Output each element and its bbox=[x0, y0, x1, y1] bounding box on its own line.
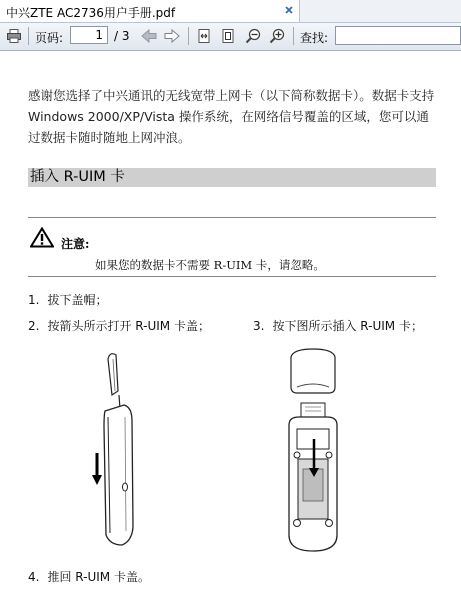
step-text: 按下图所示插入 R-UIM 卡； bbox=[272, 319, 423, 333]
section-heading: 插入 R-UIM 卡 bbox=[30, 169, 125, 185]
modem-open-cover-illustration bbox=[92, 347, 148, 553]
toolbar-separator bbox=[293, 27, 294, 45]
search-label: 查找: bbox=[300, 31, 329, 45]
step-text: 按箭头所示打开 R-UIM 卡盖； bbox=[47, 319, 210, 333]
note-bottom-rule bbox=[28, 276, 436, 277]
modem-insert-card-illustration bbox=[283, 347, 353, 553]
intro-paragraph: 感谢您选择了中兴通讯的无线宽带上网卡（以下简称数据卡）。数据卡支持 Windows 2000/XP/Vista 操作系统，在网络信号覆盖的区域，您可以通过数据卡随时随地上网冲浪。 bbox=[28, 88, 435, 145]
step-3 bbox=[253, 317, 423, 334]
page-label: 页码: bbox=[35, 31, 64, 45]
step-text: 推回 R-UIM 卡盖。 bbox=[47, 570, 150, 584]
page-total: / 3 bbox=[114, 29, 130, 43]
fit-page-icon[interactable] bbox=[220, 28, 236, 44]
step-number: 1. bbox=[28, 293, 40, 307]
zoom-in-icon[interactable] bbox=[269, 28, 285, 44]
section-heading-bar bbox=[28, 168, 436, 187]
note-text: 如果您的数据卡不需要 R-UIM 卡，请忽略。 bbox=[95, 258, 325, 272]
document-page bbox=[0, 51, 461, 600]
tab-title: 中兴ZTE AC2736用户手册.pdf bbox=[6, 6, 176, 20]
step-text: 拔下盖帽； bbox=[47, 293, 108, 307]
step-1 bbox=[28, 291, 107, 308]
toolbar-separator bbox=[28, 27, 29, 45]
print-icon[interactable] bbox=[6, 28, 22, 44]
zoom-out-icon[interactable] bbox=[245, 28, 261, 44]
step-number: 4. bbox=[28, 570, 40, 584]
close-icon[interactable] bbox=[283, 4, 295, 16]
step-4 bbox=[28, 568, 150, 585]
next-page-icon[interactable] bbox=[164, 28, 180, 44]
note-top-rule bbox=[28, 217, 436, 218]
tab-bar bbox=[0, 0, 461, 23]
prev-page-icon[interactable] bbox=[141, 28, 157, 44]
note-label: 注意: bbox=[61, 237, 90, 251]
step-number: 2. bbox=[28, 319, 40, 333]
step-2 bbox=[28, 317, 210, 334]
step-number: 3. bbox=[253, 319, 265, 333]
warning-icon bbox=[30, 227, 54, 248]
page-number-input[interactable]: 1 bbox=[70, 26, 108, 44]
search-input[interactable] bbox=[335, 26, 461, 45]
toolbar bbox=[0, 23, 461, 51]
toolbar-separator bbox=[188, 27, 189, 45]
fit-width-icon[interactable] bbox=[196, 28, 212, 44]
document-tab[interactable] bbox=[0, 0, 300, 22]
